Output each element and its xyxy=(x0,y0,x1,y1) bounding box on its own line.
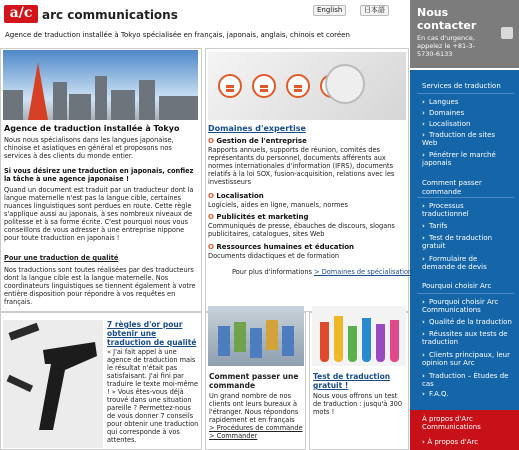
more-info: Pour plus d'informations > Domaines de spécialisation xyxy=(232,268,413,276)
nav-label: Processus traductionnel xyxy=(422,202,469,218)
nav-item-qualite[interactable]: › Qualité de la traduction xyxy=(422,318,512,326)
japanese-agency-heading: Si vous désirez une traduction en japonais, confiez la tâche à une agence japonaise ! xyxy=(4,167,194,183)
english-label: English xyxy=(317,6,343,14)
nav-label: Localisation xyxy=(429,120,471,128)
nav-label: Tarifs xyxy=(429,222,448,230)
plug-image xyxy=(325,64,365,104)
domain-text: Documents didactiques et de formation xyxy=(208,252,340,260)
translators-text: Nos traductions sont toutes réalisées par des traducteurs dont la langue cible est la langue maternelle. Nos coordinateurs linguistiques se tiennent également à votre entière disposition pour répondre à vos requêtes en français. xyxy=(4,266,196,306)
domain-heading: O Ressources humaines et éducation xyxy=(208,243,355,251)
domain-heading: O Localisation xyxy=(208,192,264,200)
free-test-title[interactable]: Test de traduction gratuit ! xyxy=(313,372,391,390)
nav-item-processus[interactable]: › Processus traductionnel xyxy=(422,202,469,218)
free-test-text: Nous vous offrons un test de traduction : jusqu'à 300 mots ! xyxy=(313,392,403,416)
order-text: Un grand nombre de nos clients ont leurs bureaux à l'étranger. Nous répondons rapidement et en français xyxy=(209,392,299,424)
number-seven-image xyxy=(3,320,103,448)
nav-item-devis[interactable]: › Formulaire de demande de devis xyxy=(422,255,487,271)
nav-item-domaines[interactable]: › Domaines xyxy=(422,109,465,117)
nav-label: Domaines xyxy=(429,109,465,117)
language-japanese-button[interactable] xyxy=(360,5,389,16)
order-link[interactable]: > Commander xyxy=(209,432,258,440)
language-english-button[interactable] xyxy=(313,5,346,16)
contact-phone: En cas d'urgence, appelez le +81-3-5730-6133 xyxy=(417,34,475,58)
nav-section-services[interactable]: Services de traduction xyxy=(422,82,501,90)
japanese-label: 日本語 xyxy=(364,6,385,14)
nav-item-apropos[interactable]: › À propos d'Arc xyxy=(422,438,479,446)
nav-section-commande[interactable]: Comment passer commande xyxy=(422,179,482,196)
nav-item-etudes[interactable]: › Traduction – Études de cas xyxy=(422,372,509,388)
nav-label: Pourquoi choisir Arc Communications xyxy=(422,298,499,314)
nav-item-clients[interactable]: › Clients principaux, leur opinion sur Arc xyxy=(422,351,510,367)
nav-label: Langues xyxy=(429,98,459,106)
nav-label: Traduction de sites Web xyxy=(422,131,496,147)
golden-rules-title[interactable]: 7 règles d'or pour obtenir une traduction de qualité xyxy=(107,320,197,347)
nav-item-test[interactable]: › Test de traduction gratuit xyxy=(422,234,493,250)
right-nav xyxy=(410,70,519,450)
nav-label: Traduction – Études de cas xyxy=(422,372,509,388)
nav-label: Formulaire de demande de devis xyxy=(422,255,487,271)
domain-heading: O Publicités et marketing xyxy=(208,213,309,221)
nav-item-tarifs[interactable]: › Tarifs xyxy=(422,222,448,230)
nav-section-about[interactable] xyxy=(410,410,519,450)
brand-name: arc communications xyxy=(42,8,178,22)
domain-text: Communiqués de presse, ébauches de discours, slogans publicitaires, catalogues, sites Web xyxy=(208,222,395,238)
tagline: Agence de traduction installée à Tokyo spécialisée en français, japonais, anglais, chinois et coréen xyxy=(5,31,350,39)
test-tubes-image xyxy=(312,306,406,366)
nav-label: Réussites aux tests de traduction xyxy=(422,330,508,346)
order-title: Comment passer une commande xyxy=(209,372,299,390)
power-outlets-image xyxy=(208,52,406,120)
domain-text: Rapports annuels, supports de réunion, comités des représentants du personnel, documents afférents aux normes internationales d'information (IFRS), documents relatifs à la loi SOX, fusion-acquisition, relations avec les investisseurs xyxy=(208,146,395,186)
nav-item-sites-web[interactable]: › Traduction de sites Web xyxy=(422,131,496,147)
divider xyxy=(417,293,514,294)
intro-text: Nous nous spécialisons dans les langues japonaise, chinoise et asiatiques en général et proposons nos services à des clients du monde entier. xyxy=(4,136,174,160)
nav-label: Qualité de la traduction xyxy=(429,318,512,326)
nav-item-marche-japonais[interactable]: › Pénétrer le marché japonais xyxy=(422,151,496,167)
nav-item-faq[interactable]: › F.A.Q. xyxy=(422,390,449,398)
nav-item-localisation[interactable]: › Localisation xyxy=(422,120,471,128)
nav-item-langues[interactable]: › Langues xyxy=(422,98,459,106)
nav-label: F.A.Q. xyxy=(429,390,449,398)
divider xyxy=(417,197,514,198)
arc-logo[interactable]: a/c xyxy=(4,5,38,23)
divider xyxy=(417,93,514,94)
mail-icon[interactable] xyxy=(501,27,513,39)
expertise-title[interactable]: Domaines d'expertise xyxy=(208,124,306,133)
golden-rules-text: « J'ai fait appel à une agence de traduction mais le résultat n'était pas satisfaisant. J'ai fini par traduire le texte moi-même ! » Vous êtes-vous déjà trouvé dans une situation pareille ? Permettez-nous de vous donner 7 conseils pour obtenir une traduction qui corresponde à vos attentes. xyxy=(107,348,199,444)
contact-title[interactable]: Nous contacter xyxy=(417,6,477,32)
file-folders-image xyxy=(208,306,304,366)
specialisation-link[interactable]: > Domaines de spécialisation xyxy=(314,268,413,276)
nav-label: Test de traduction gratuit xyxy=(422,234,493,250)
quality-link[interactable]: Pour une traduction de qualité xyxy=(4,254,119,262)
contact-box[interactable] xyxy=(410,0,519,68)
nav-item-pourquoi-arc[interactable]: › Pourquoi choisir Arc Communications xyxy=(422,298,499,314)
nav-section-pourquoi[interactable]: Pourquoi choisir Arc xyxy=(422,282,492,290)
nav-label: Clients principaux, leur opinion sur Arc xyxy=(422,351,510,367)
japanese-agency-text: Quand un document est traduit par un traducteur dont la langue maternelle n'est pas la langue cible, certaines nuances linguistiques sont perdues en route. Cette règle s'applique aussi au japonais, à ses nombreux niveaux de politesse et à sa forme écrite. C'est pourquoi nous vous conseillons de vous adresser à une entreprise nippone pour toute traduction en japonais ! xyxy=(4,186,194,242)
nav-item-reussites[interactable]: › Réussites aux tests de traduction xyxy=(422,330,508,346)
domain-heading: O Gestion de l'entreprise xyxy=(208,137,307,145)
nav-about-title[interactable]: À propos d'Arc Communications xyxy=(422,415,481,431)
order-procedures-link[interactable]: > Procédures de commande xyxy=(209,424,303,432)
tokyo-skyline-image xyxy=(3,50,198,120)
domain-text: Logiciels, aides en ligne, manuels, normes xyxy=(208,201,348,209)
nav-label: Pénétrer le marché japonais xyxy=(422,151,496,167)
intro-title: Agence de traduction installée à Tokyo xyxy=(4,124,180,133)
nav-label: À propos d'Arc xyxy=(427,438,479,446)
